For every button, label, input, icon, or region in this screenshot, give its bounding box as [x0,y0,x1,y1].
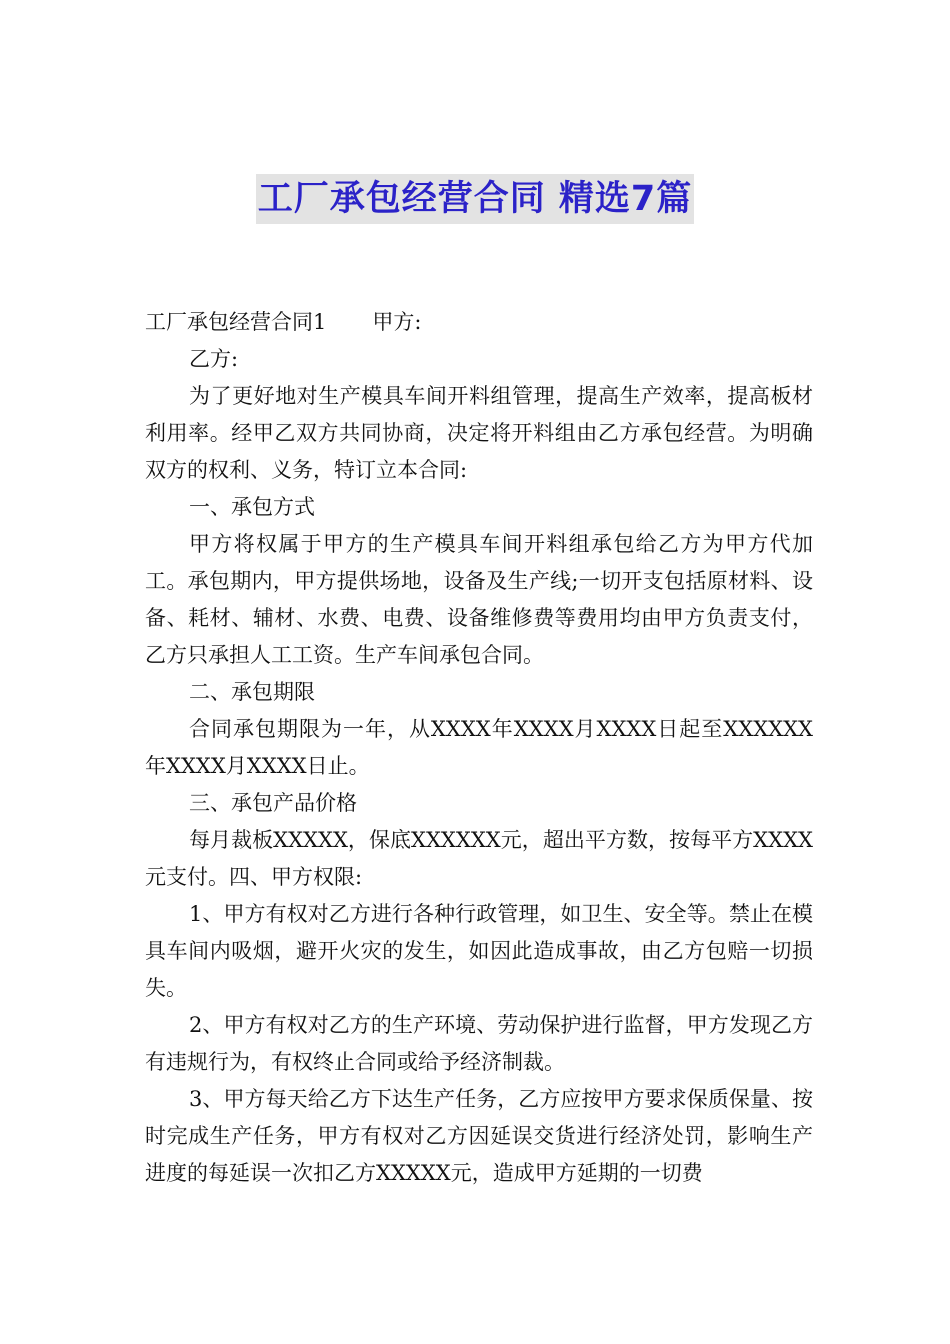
party-a-label: 甲方: [372,310,422,334]
title-container [0,174,950,224]
section-2-paragraph: 合同承包期限为一年，从XXXX年XXXX月XXXX日起至XXXXXX年XXXX月XXXX日止。 [145,717,813,778]
section-2-heading: 二、承包期限 [189,680,315,704]
rights-item-2: 2、甲方有权对乙方的生产环境、劳动保护进行监督，甲方发现乙方有违规行为，有权终止合同或给予经济制裁。 [145,1013,813,1074]
contract-heading-line [145,304,813,341]
contract-number-label: 工厂承包经营合同1 [145,310,327,334]
section-3-heading: 三、承包产品价格 [189,791,357,815]
document-title: 工厂承包经营合同 精选7篇 [256,174,695,224]
rights-item-1: 1、甲方有权对乙方进行各种行政管理，如卫生、安全等。禁止在模具车间内吸烟，避开火灾的发生，如因此造成事故，由乙方包赔一切损失。 [145,902,813,1000]
party-b-label: 乙方: [189,347,239,371]
rights-item-3: 3、甲方每天给乙方下达生产任务，乙方应按甲方要求保质保量、按时完成生产任务，甲方有权对乙方因延误交货进行经济处罚，影响生产进度的每延误一次扣乙方XXXXX元，造成甲方延期的一切费 [145,1087,813,1185]
section-1-heading: 一、承包方式 [189,495,315,519]
section-3-paragraph: 每月裁板XXXXX，保底XXXXXX元，超出平方数，按每平方XXXX元支付。四、甲方权限: [145,828,813,889]
section-1-paragraph: 甲方将权属于甲方的生产模具车间开料组承包给乙方为甲方代加工。承包期内，甲方提供场地，设备及生产线;一切开支包括原材料、设备、耗材、辅材、水费、电费、设备维修费等费用均由甲方负责支付，乙方只承担人工工资。生产车间承包合同。 [145,532,813,667]
intro-paragraph: 为了更好地对生产模具车间开料组管理，提高生产效率，提高板材利用率。经甲乙双方共同协商，决定将开料组由乙方承包经营。为明确双方的权利、义务，特订立本合同: [145,384,813,482]
document-body [145,304,813,1192]
